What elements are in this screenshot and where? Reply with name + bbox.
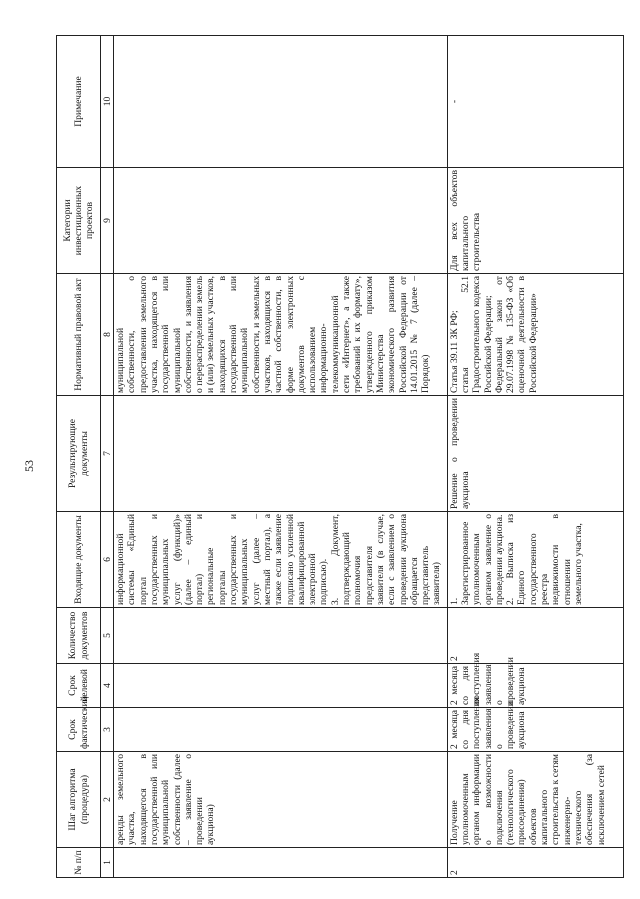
page-number: 53 xyxy=(22,460,36,472)
header-note: Примечание xyxy=(57,36,101,168)
column-number: 2 xyxy=(101,752,114,848)
header-step: Шаг алгоритма (процедура) xyxy=(57,752,101,848)
column-number: 6 xyxy=(101,512,114,608)
cell-incoming: 1. Зарегистрированное уполномоченным органом заявление о проведении аукциона. 2. Выписка из Единого государственного реестра недвижимости в отношении земельного участка, xyxy=(447,512,623,608)
header-target-term: Срок целевой xyxy=(57,664,101,708)
column-number: 9 xyxy=(101,168,114,274)
column-number: 1 xyxy=(101,848,114,878)
cell-incoming: информационной системы «Единый портал государственных и муниципальных услуг (функций)» (далее – единый портал) и региональные порталы государственных и муниципальных услуг (далее – местный портал), а также если заявление подписано усиленной квалифицированной электронной подписью). 3. Документ, подтверждающий полномочия представителя заявителя (в случае, если с заявлением о проведении аукциона обращается представитель заявителя) xyxy=(114,512,448,608)
cell-step: аренды земельного участка, находящегося в государственной или муниципальной собственности (далее – заявление о проведении аукциона) xyxy=(114,752,448,848)
cell-doc-count xyxy=(114,608,448,664)
column-number: 8 xyxy=(101,274,114,396)
cell-actual-term: 2 месяца со дня поступления заявления о проведении аукциона xyxy=(447,708,623,752)
cell-num: 2 xyxy=(447,848,623,878)
cell-num xyxy=(114,848,448,878)
cell-note: - xyxy=(447,36,623,168)
header-legal-act: Нормативный правовой акт xyxy=(57,274,101,396)
header-doc-count: Количество документов xyxy=(57,608,101,664)
header-row xyxy=(57,36,101,878)
header-incoming: Входящие документы xyxy=(57,512,101,608)
cell-actual-term xyxy=(114,708,448,752)
cell-category: Для всех объектов капитального строительства xyxy=(447,168,623,274)
cell-category xyxy=(114,168,448,274)
header-num: № п/п xyxy=(57,848,101,878)
cell-legal-act: Статья 39.11 ЗК РФ; статья 52.1 Градостроительного кодекса Российской Федерации; Федеральный закон от 29.07.1998 № 135-ФЗ «Об оценочной деятельности в Российской Федерации» xyxy=(447,274,623,396)
cell-step: Получение уполномоченным органом информации о возможности подключения (технологического присоединения) объектов капитального строительства к сетям инженерно-технического обеспечения (за исключением сетей xyxy=(447,752,623,848)
column-number: 10 xyxy=(101,36,114,168)
table-row xyxy=(114,36,448,878)
header-actual-term: Срок фактический xyxy=(57,708,101,752)
column-number: 5 xyxy=(101,608,114,664)
cell-legal-act: муниципальной собственности, о предоставлении земельного участка, находящегося в государственной или муниципальной собственности, и заявления о перераспределении земель и (или) земельных участков, находящихся в государственной или муниципальной собственности, и земельных участков, находящихся в частной собственности, в форме электронных документов с использованием информационно-телекоммуникационной сети «Интернет», а также требований к их формату», утвержденного приказом Министерства экономического развития Российской Федерации от 14.01.2015 № 7 (далее – Порядок) xyxy=(114,274,448,396)
column-number: 7 xyxy=(101,396,114,512)
header-category: Категории инвестиционных проектов xyxy=(57,168,101,274)
cell-doc-count: 2 xyxy=(447,608,623,664)
cell-resulting xyxy=(114,396,448,512)
column-number-row xyxy=(101,36,114,878)
algorithm-table xyxy=(56,35,624,878)
table-row xyxy=(447,36,623,878)
rotated-table-wrapper xyxy=(56,36,624,878)
cell-target-term xyxy=(114,664,448,708)
column-number: 4 xyxy=(101,664,114,708)
cell-resulting: Решение о проведении аукциона xyxy=(447,396,623,512)
cell-target-term: 2 месяца со дня поступления заявления о проведении аукциона xyxy=(447,664,623,708)
cell-note xyxy=(114,36,448,168)
header-resulting: Результирующие документы xyxy=(57,396,101,512)
column-number: 3 xyxy=(101,708,114,752)
